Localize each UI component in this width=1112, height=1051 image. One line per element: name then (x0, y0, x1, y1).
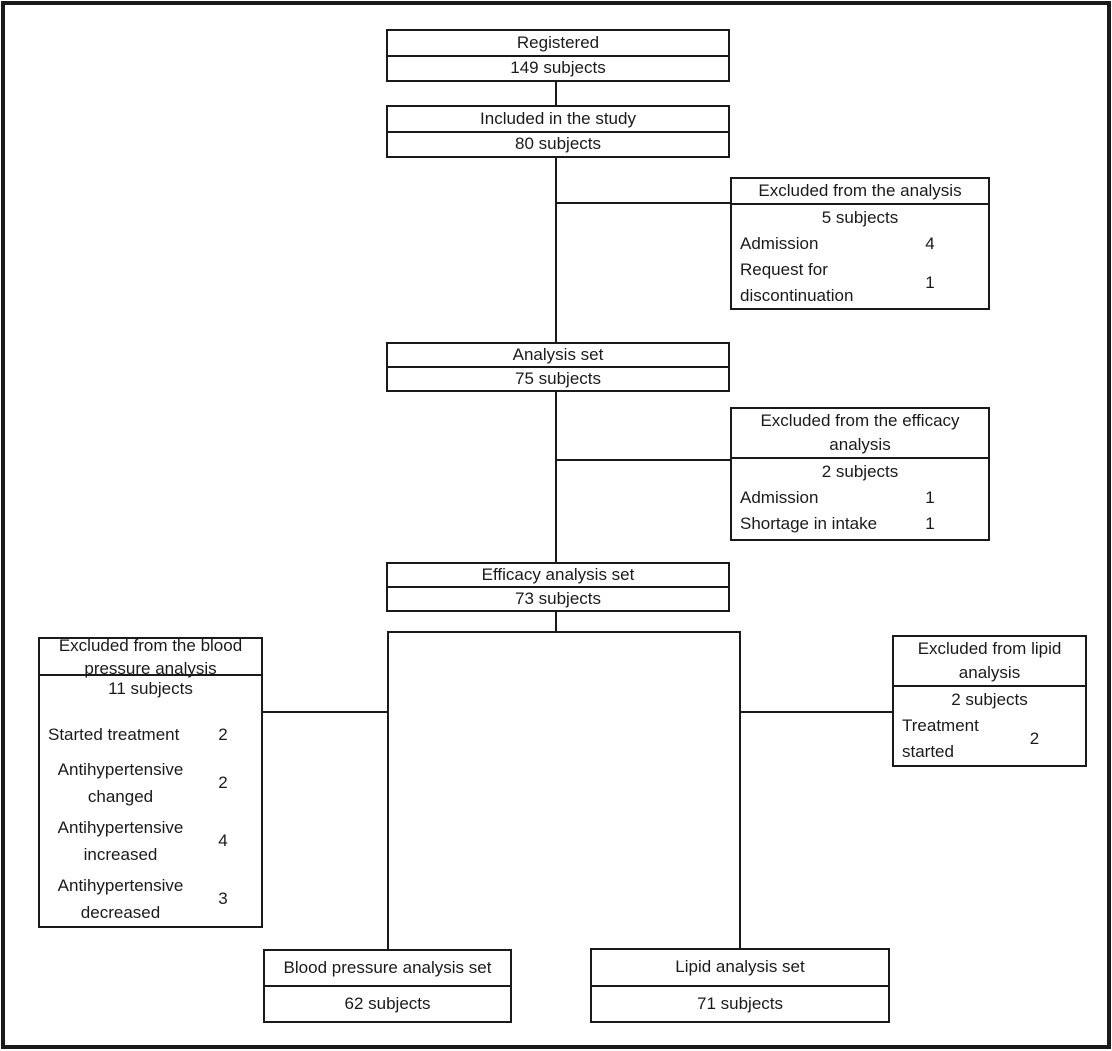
exclusion-reason (48, 872, 253, 926)
line-to-excluded-analysis (555, 202, 730, 204)
line-included-to-analysis (555, 158, 557, 342)
box-count: 75 subjects (388, 366, 728, 390)
line-to-excluded-blood-pressure (263, 711, 387, 713)
excluded-from-lipid-box (892, 635, 1087, 767)
reason-label: Shortage in intake (740, 514, 878, 533)
exclusion-count: 11 subjects (108, 679, 193, 698)
exclusion-reason (740, 485, 980, 511)
reason-label: Started treatment (48, 725, 180, 744)
reason-count: 4 (218, 831, 228, 850)
reason-count: 2 (218, 773, 228, 792)
exclusion-reason (48, 722, 253, 748)
box-count: 149 subjects (388, 55, 728, 81)
exclusion-reason (48, 756, 253, 810)
reason-count: 3 (218, 889, 228, 908)
exclusion-count: 5 subjects (821, 208, 899, 227)
reason-label: Request for discontinuation (740, 260, 854, 305)
line-to-excluded-efficacy (555, 459, 730, 461)
box-count: 73 subjects (388, 586, 728, 610)
line-branch-to-blood-pressure (387, 631, 389, 949)
efficacy-analysis-set-box (386, 562, 730, 612)
line-to-excluded-lipid (741, 711, 892, 713)
reason-count: 2 (1029, 729, 1040, 748)
excluded-from-efficacy-box (730, 407, 990, 541)
line-efficacy-to-branch (555, 611, 557, 632)
reason-label: Antihypertensive decreased (57, 876, 184, 922)
analysis-set-box (386, 342, 730, 392)
exclusion-title: Excluded from the analysis (732, 179, 988, 205)
exclusion-reason (740, 257, 980, 309)
reason-count: 4 (925, 234, 935, 253)
box-title: Registered (516, 32, 600, 52)
included-box (386, 105, 730, 158)
registered-box (386, 29, 730, 82)
excluded-from-analysis-box (730, 177, 990, 310)
box-count: 80 subjects (388, 131, 728, 157)
excluded-from-blood-pressure-box (38, 637, 263, 928)
reason-label: Treatment started (902, 716, 979, 761)
exclusion-title: Excluded from the efficacy analysis (732, 409, 988, 459)
exclusion-reason (740, 231, 980, 257)
exclusion-reason (48, 814, 253, 868)
blood-pressure-analysis-set-box (263, 949, 512, 1023)
reason-label: Antihypertensive changed (57, 760, 184, 806)
line-branch-horizontal (387, 631, 741, 633)
line-analysis-to-efficacy (555, 391, 557, 562)
line-registered-to-included (555, 82, 557, 105)
reason-count: 1 (925, 273, 935, 292)
box-count: 71 subjects (592, 985, 888, 1022)
box-title: Lipid analysis set (675, 957, 805, 977)
reason-label: Admission (740, 234, 819, 253)
reason-count: 1 (925, 488, 935, 507)
exclusion-count: 2 subjects (951, 690, 1028, 709)
box-title: Blood pressure analysis set (283, 958, 492, 977)
exclusion-reason (740, 511, 980, 537)
box-title: Included in the study (480, 108, 636, 128)
box-title: Analysis set (512, 345, 604, 364)
box-title: Efficacy analysis set (481, 565, 635, 584)
exclusion-title: Excluded from lipid analysis (894, 637, 1085, 687)
reason-label: Admission (740, 488, 819, 507)
exclusion-title: Excluded from the blood pressure analysis (40, 639, 261, 676)
box-count: 62 subjects (265, 985, 510, 1021)
exclusion-reason (902, 713, 1077, 765)
reason-count: 1 (925, 514, 935, 533)
exclusion-count: 2 subjects (821, 462, 899, 481)
lipid-analysis-set-box (590, 948, 890, 1023)
reason-label: Antihypertensive increased (57, 818, 184, 864)
reason-count: 2 (218, 725, 228, 744)
line-branch-to-lipid (739, 631, 741, 948)
